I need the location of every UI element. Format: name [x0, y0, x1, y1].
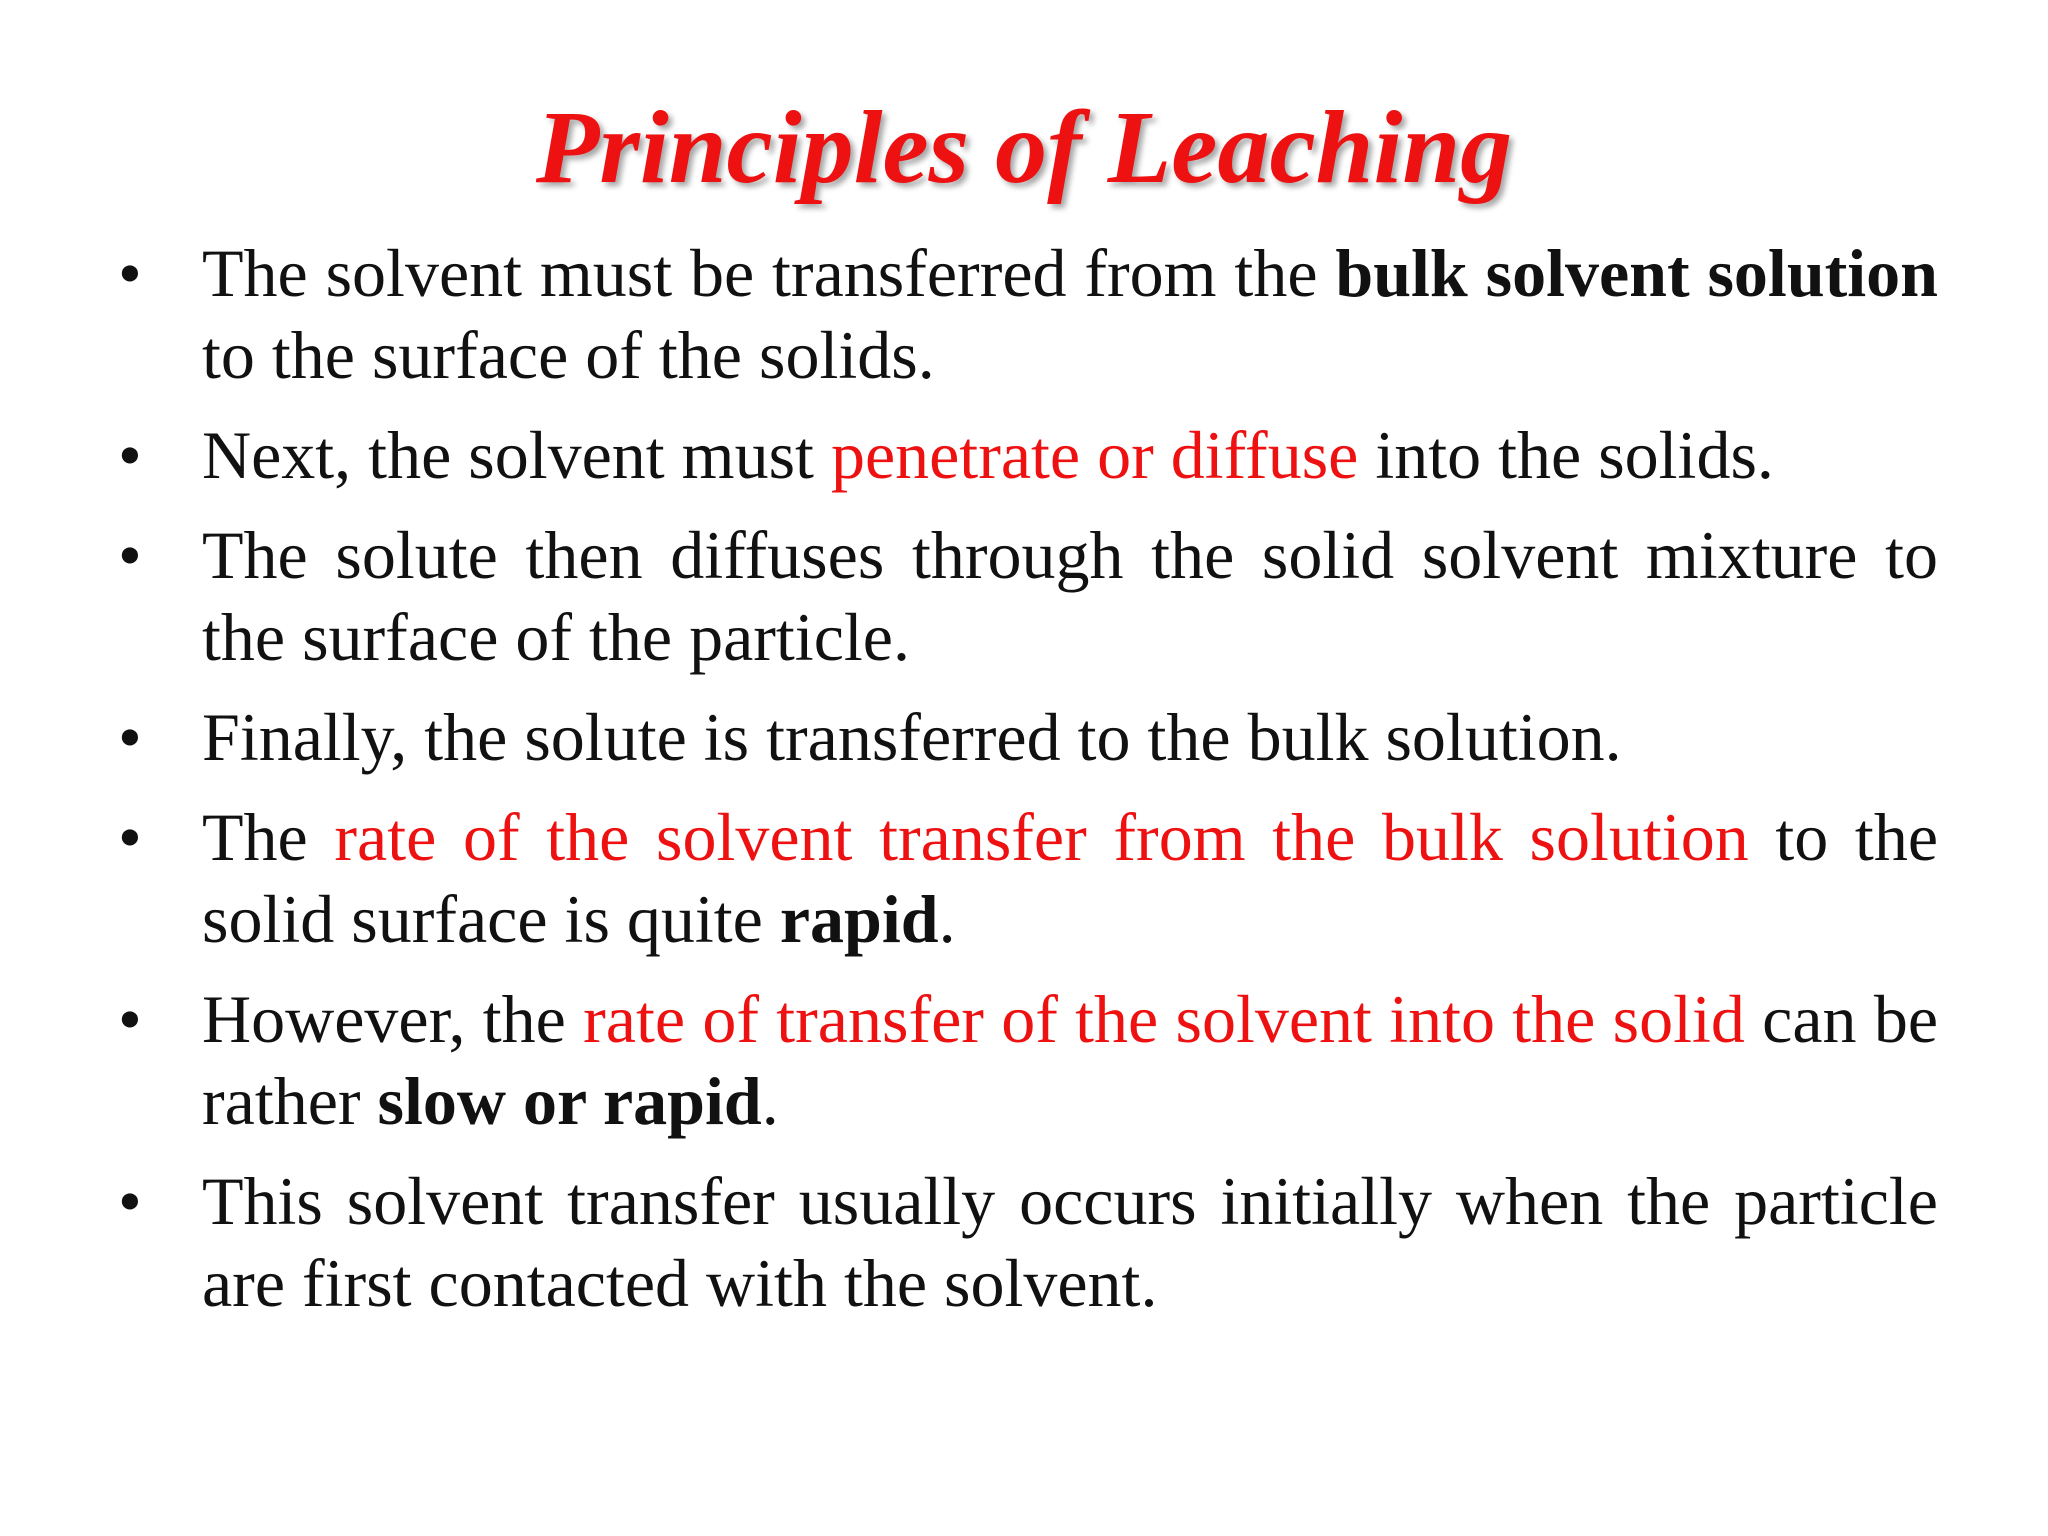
bullet-item-5 — [118, 796, 1938, 960]
bullet-item-6 — [118, 978, 1938, 1142]
bullet-text: This solvent transfer usually occurs initially when the particle are first contacted with the solvent. — [202, 1163, 1938, 1321]
bullet-item-1 — [118, 232, 1938, 396]
bullet-item-3 — [118, 514, 1938, 678]
bullet-dot-icon: • — [118, 235, 142, 311]
bullet-text: Next, the solvent must — [202, 417, 831, 493]
bullet-bold-text: bulk solvent solution — [1335, 235, 1939, 311]
bullet-text: to the surface of the solids. — [202, 317, 935, 393]
bullet-bold-text: rapid — [779, 881, 939, 957]
bullet-dot-icon: • — [118, 517, 142, 593]
bullet-text: However, the — [202, 981, 584, 1057]
bullet-dot-icon: • — [118, 981, 142, 1057]
bullet-dot-icon: • — [118, 799, 142, 875]
slide-title: Principles of Leaching — [535, 90, 1513, 205]
bullet-dot-icon: • — [118, 699, 142, 775]
bullet-dot-icon: • — [118, 417, 142, 493]
bullet-text: into the solids. — [1358, 417, 1774, 493]
bullet-item-7 — [118, 1160, 1938, 1324]
bullet-highlight-text: rate of the solvent transfer from the bulk solution — [334, 799, 1749, 875]
bullet-text: . — [761, 1063, 779, 1139]
bullet-text: The solvent must be transferred from the — [202, 235, 1336, 311]
bullet-dot-icon: • — [118, 1163, 142, 1239]
bullet-bold-text: slow or rapid — [377, 1063, 762, 1139]
bullet-text: The — [202, 799, 335, 875]
bullet-item-2 — [118, 414, 1938, 496]
bullet-text: can be rather — [202, 981, 1939, 1139]
bullet-item-4 — [118, 696, 1938, 778]
bullet-text: Finally, the solute is transferred to the bulk solution. — [202, 699, 1622, 775]
bullet-highlight-text: rate of transfer of the solvent into the solid — [583, 981, 1745, 1057]
bullet-text: . — [938, 881, 956, 957]
bullet-highlight-text: penetrate or diffuse — [830, 417, 1359, 493]
bullet-text: to the solid surface is quite — [202, 799, 1938, 957]
bullet-text: The solute then diffuses through the solid solvent mixture to the surface of the particle. — [202, 517, 1938, 675]
bullet-list — [118, 232, 1938, 1342]
